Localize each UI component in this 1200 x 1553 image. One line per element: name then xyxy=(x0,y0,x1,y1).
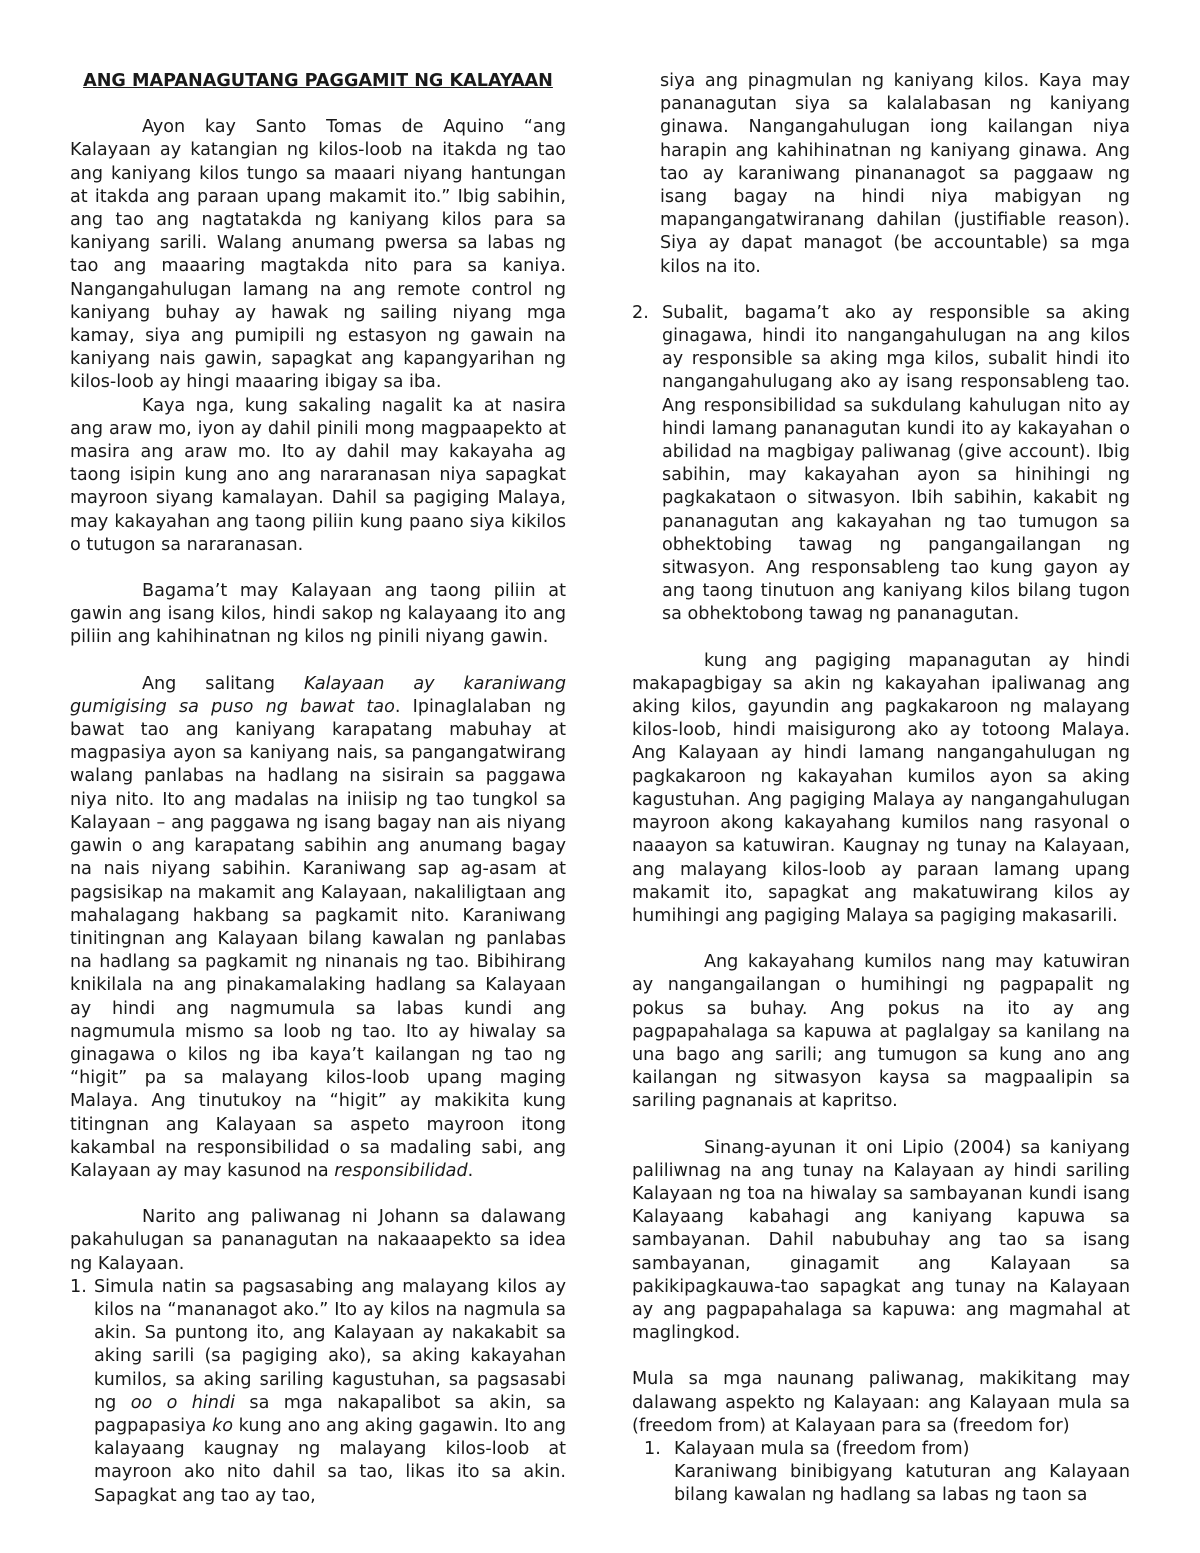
list-item-title: Kalayaan mula sa (freedom from) xyxy=(674,1438,970,1459)
paragraph-mapanagutan: kung ang pagiging mapanagutan ay hindi makapagbigay sa akin ng kakayahan ipaliwanag ang aking kilos, gayundin ang pagkakaroon ng malayang kilos-loob, hindi maisigurong ako ay totoong Malaya. Ang Kalayaan ay hindi lamang nangangahulugan ng pagkakaroon ng kakayahan kumilos ayon sa aking kagustuhan. Ang pagiging Malaya ay nangangahulugan mayroon akong kakayahang kumilos nang rasyonal o naaayon sa katuwiran. Kaugnay ng tunay na Kalayaan, ang malayang kilos-loob ay paraan lamang upang makamit ito, sapagkat ang makatuwirang kilos ay humihingi ang pagiging Malaya sa pagiging makasarili. xyxy=(632,650,1130,926)
item-text: Subalit, bagama’t ako ay responsible sa aking ginagawa, hindi ito nangangahulugan na ang kilos ay responsible sa aking mga kilos, subalit hindi ito nangangahulugang ako ay isang responsableng tao. Ang responsibilidad sa sukdulang kahulugan nito ay hindi lamang pananagutan kundi ito ay kakayahan o abilidad na magbigay paliwanag (give account). Ibig sabihin, may kakayahan ayon sa hinihingi ng pagkakataon o sitwasyon. Ibih sabihin, kakabit ng pananagutan ang kakayahan ng tao tumugon sa obhektobing tawag ng pangangailangan ng sitwasyon. Ang responsableng tao kung gayon ay ang taong tinutuon ang kaniyang kilos bilang tugon sa obhektobong tawag ng pananagutan. xyxy=(662,302,1130,625)
left-column xyxy=(70,70,566,1508)
paragraph-end: . xyxy=(467,1160,474,1181)
item-text: kung ano ang aking gagawin. Ito ang kalayaang kaugnay ng malayang kilos-loob at mayroon ako nito dahil sa tao, likas ito sa akin. Sapagkat ang tao ay tao, xyxy=(94,1415,567,1506)
item-text: sa mga nakapalibot sa akin, sa pagpapasiya xyxy=(94,1392,566,1436)
list-number: 1. xyxy=(644,1438,661,1459)
list-item xyxy=(632,302,1130,627)
list-number: 1. xyxy=(70,1276,87,1297)
paragraph-johann: Narito ang paliwanag ni Johann sa dalawang pakahulugan sa pananagutan na nakaaapekto sa idea ng Kalayaan. xyxy=(70,1207,566,1274)
pananagutan-list-continued xyxy=(632,302,1130,627)
paragraph-katuwiran: Ang kakayahang kumilos nang may katuwiran ay nangangailangan o humihingi ng pagpapalit ng pokus sa buhay. Ang pokus na ito ay ang pagpapahalaga sa kapuwa at paglalgay sa kanilang na una bago ang sarili; ang tumugon sa kung ano ang kailangan ng sitwasyon kaysa sa magpaalipin sa sariling pagnanais at kapritso. xyxy=(632,952,1130,1112)
document-title: ANG MAPANAGUTANG PAGGAMIT NG KALAYAAN xyxy=(83,71,553,91)
aspekto-list xyxy=(632,1438,1130,1508)
italic-phrase: Kalayaan ay karaniwang gumigising sa puso ng bawat tao xyxy=(70,673,566,717)
paragraph-dalawang-aspekto: Mula sa mga naunang paliwanag, makikitang may dalawang aspekto ng Kalayaan: ang Kalayaan mula sa (freedom from) at Kalayaan para sa (freedom for) xyxy=(632,1369,1130,1436)
italic-oo-o-hindi: oo o hindi xyxy=(130,1392,236,1413)
list-item xyxy=(70,1276,566,1508)
paragraph-lipio: Sinang-ayunan it oni Lipio (2004) sa kaniyang paliliwnag na ang tunay na Kalayaan ay hindi sariling Kalayaan ng toa na hiwalay sa sambayanan kundi isang Kalayaang kabahagi ang kaniyang kapuwa sa sambayanan. Dahil nabubuhay ang tao sa isang sambayanan, ginagamit ang Kalayaan sa pakikipagkauwa-tao sapagkat ang tunay na Kalayaan ay ang pagpapahalaga sa kapuwa: ang magmahal at maglingkod. xyxy=(632,1137,1130,1344)
italic-ko: ko xyxy=(212,1415,233,1436)
item-text: Simula natin sa pagsasabing ang malayang kilos ay kilos na “mananagot ako.” Ito ay kilos na nagmula sa akin. Sa puntong ito, ang Kalayaan ay nakakabit sa aking sarili (sa pagiging ako), sa aking kakayahan kumilos, sa aking sariling kagustuhan, sa pagsasabi ng xyxy=(94,1276,566,1413)
list-item-continuation: siya ang pinagmulan ng kaniyang kilos. Kaya may pananagutan siya sa kalalabasan ng kaniyang ginawa. Nangangahulugan iong kailangan niya harapin ang kahihinatnan ng kaniyang ginawa. Ang tao ay karaniwang pinananagot sa paggaaw ng isang bagay na hindi niya mabigyan ng mapangangatwiranang dahilan (justifiable reason). Siya ay dapat managot (be accountable) sa mga kilos na ito. xyxy=(660,71,1130,277)
item-text: Karaniwang binibigyang katuturan ang Kalayaan bilang kawalan ng hadlang sa labas ng taon sa xyxy=(674,1462,1130,1506)
paragraph-aquino: Ayon kay Santo Tomas de Aquino “ang Kalayaan ay katangian ng kilos-loob na itakda ng tao ang kaniyang kilos tungo sa maaari niyang hantungan at itakda ang paraan upang makamit ito.” Ibig sabihin, ang tao ang nagtatakda ng kaniyang kilos para sa kaniyang sarili. Walang anumang pwersa sa labas ng tao ang maaaring magtakda nito para sa kaniya. Nangangahulugan lamang na ang remote control ng kaniyang buhay ay hawak ng sailing niyang mga kamay, siya ang pumipili ng estasyon ng gawain na kaniyang nais gawin, sapagkat ang kapangyarihan ng kilos-loob ay hingi maaaring ibigay sa iba. xyxy=(70,117,566,393)
list-number: 2. xyxy=(632,302,649,323)
list-item xyxy=(644,1438,1130,1508)
paragraph-nagalit: Kaya nga, kung sakaling nagalit ka at nasira ang araw mo, iyon ay dahil pinili mong magpaapekto at masira ang araw mo. Ito ay dahil may kakayaha ag taong isipin kung ano ang nararanasan niya sapagkat mayroon siyang kamalayan. Dahil sa pagiging Malaya, may kakayahan ang taong piliin kung paano siya kikilos o tutugon sa nararanasan. xyxy=(70,395,566,555)
pananagutan-list xyxy=(70,1276,566,1508)
paragraph-bagamat: Bagama’t may Kalayaan ang taong piliin at gawin ang isang kilos, hindi sakop ng kalayaang ito ang piliin ang kahihinatnan ng kilos ng pinili niyang gawin. xyxy=(70,581,566,648)
right-column xyxy=(632,70,1130,1508)
paragraph-lead: Ang salitang xyxy=(142,673,304,694)
italic-responsibilidad: responsibilidad xyxy=(334,1160,468,1181)
paragraph-body: . Ipinaglalaban ng bawat tao ang kaniyang karapatang mabuhay at magpasiya ayon sa kaniyang nais, sa pangangatwirang walang panlabas na hadlang na sisirain sa paggawa niya nito. Ito ang madalas na iniisip ng tao tungkol sa Kalayaan – ang paggawa ng isang bagay nan ais niyang gawin o ang karapatang sabihin ang anumang bagay na nais niyang sabihin. Karaniwang sap ag-asam at pagsisikap na makamit ang Kalayaan, nakaliligtaan ang mahalagang hakbang sa pagkamit nito. Karaniwang tinitingnan ang Kalayaan bilang kawalan ng panlabas na hadlang sa pagkamit ng ninanais ng tao. Bibihirang knikilala na ang pinakamalaking hadlang sa Kalayaan ay hindi ang nagmumula sa labas kundi ang nagmumula mismo sa loob ng tao. Ito ay hiwalay sa ginagawa o kilos ng iba kaya’t kailangan ng tao ng “higit” pa sa malayang kilos-loob upang maging Malaya. Ang tinutukoy na “higit” ay makikita kung titingnan ang Kalayaan sa aspeto mayroon itong kakambal na responsibilidad o sa madaling sabi, ang Kalayaan ay may kasunod na xyxy=(70,696,566,1181)
paragraph-salitang-kalayaan xyxy=(70,673,566,1183)
